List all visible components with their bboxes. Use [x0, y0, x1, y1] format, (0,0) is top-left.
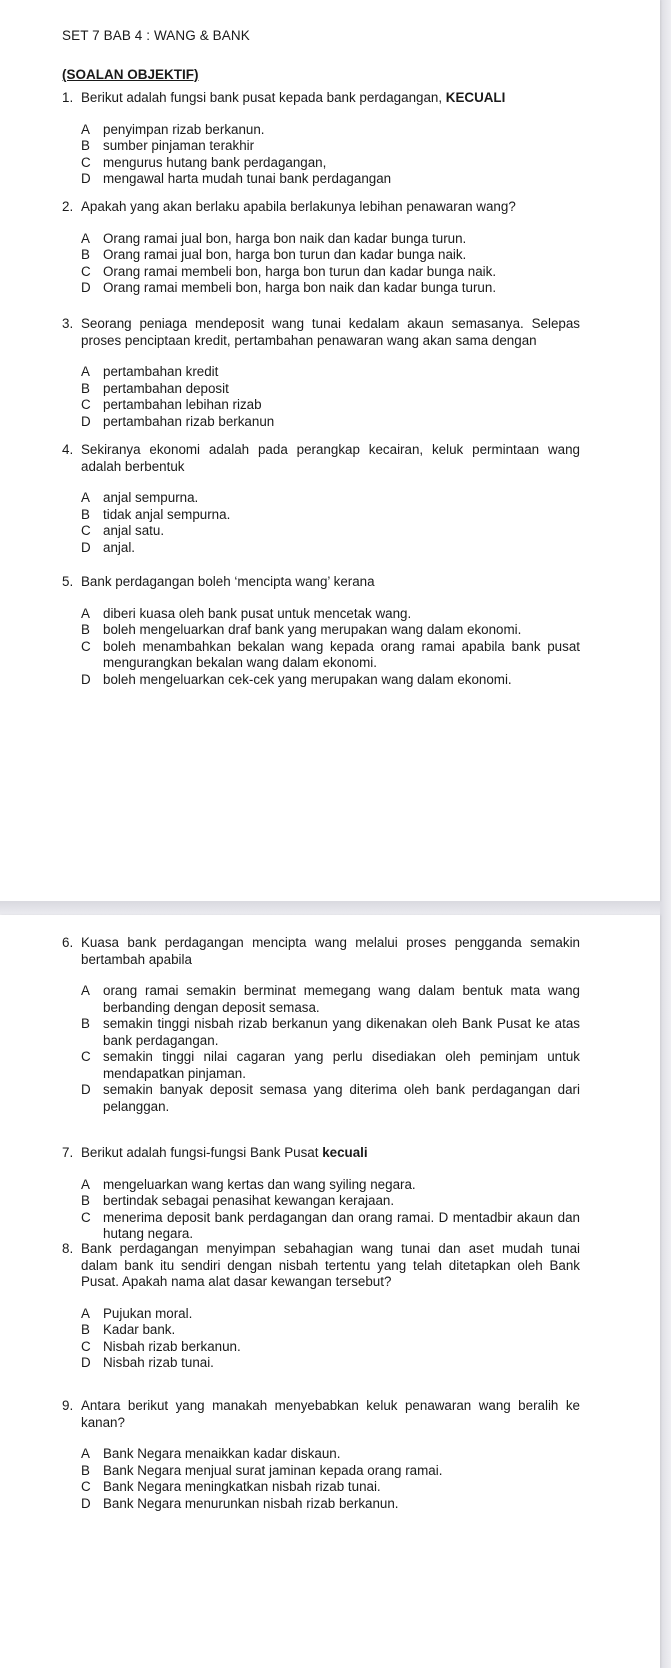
question-number: 6.: [62, 935, 74, 950]
option-d: [81, 414, 580, 431]
option-text: boleh mengeluarkan draf bank yang merupakan wang dalam ekonomi.: [103, 622, 522, 637]
question-stem: [62, 1241, 580, 1291]
option-letter: B: [81, 1322, 90, 1337]
option-list: [62, 231, 580, 297]
option-a: [81, 983, 580, 1016]
question-9: [62, 1398, 580, 1512]
question-stem: [62, 316, 580, 349]
question-text: Apakah yang akan berlaku apabila berlakunya lebihan penawaran wang?: [81, 199, 516, 214]
option-c: [81, 639, 580, 672]
question-stem: [62, 935, 580, 968]
option-list: [62, 983, 580, 1115]
question-text: Bank perdagangan menyimpan sebahagian wang tunai dan aset mudah tunai dalam bank itu sendiri dengan nisbah tertentu yang telah ditetapkan oleh Bank Pusat. Apakah nama alat dasar kewangan tersebut?: [81, 1241, 580, 1289]
option-text: anjal satu.: [103, 523, 165, 538]
question-stem: [62, 199, 580, 216]
option-text: Orang ramai membeli bon, harga bon turun dan kadar bunga naik.: [103, 263, 497, 279]
option-text: semakin tinggi nisbah rizab berkanun yang dikenakan oleh Bank Pusat ke atas bank perdagangan.: [103, 1016, 580, 1048]
option-letter: D: [81, 413, 91, 429]
option-letter: B: [81, 1016, 90, 1031]
option-a: [81, 1306, 580, 1323]
option-b: [81, 247, 580, 264]
option-text: penyimpan rizab berkanun.: [103, 121, 265, 137]
option-letter: A: [81, 1446, 90, 1461]
option-text: mengeluarkan wang kertas dan wang syiling negara.: [103, 1176, 416, 1192]
option-letter: C: [81, 523, 91, 538]
question-number: 2.: [62, 199, 74, 214]
question-2: [62, 199, 580, 297]
option-d: [81, 280, 580, 297]
option-letter: A: [81, 490, 90, 505]
question-4: [62, 442, 580, 556]
option-letter: B: [81, 1193, 90, 1208]
question-8: [62, 1241, 580, 1372]
option-text: tidak anjal sempurna.: [103, 506, 231, 522]
question-text: Sekiranya ekonomi adalah pada perangkap kecairan, keluk permintaan wang adalah berbentuk: [81, 442, 580, 474]
option-b: [81, 1193, 580, 1210]
option-c: [81, 1479, 580, 1496]
option-text: Orang ramai jual bon, harga bon turun dan kadar bunga naik.: [103, 247, 467, 262]
option-text: Orang ramai membeli bon, harga bon naik dan kadar bunga turun.: [103, 280, 497, 295]
option-text: mengurus hutang bank perdagangan,: [103, 154, 327, 170]
option-d: [81, 1496, 580, 1513]
option-d: [81, 171, 580, 188]
option-letter: A: [81, 230, 90, 246]
question-text: Seorang peniaga mendeposit wang tunai kedalam akaun semasanya. Selepas proses penciptaan kredit, pertambahan penawaran wang akan sama dengan: [81, 316, 580, 348]
question-number: 7.: [62, 1145, 74, 1160]
question-number: 8.: [62, 1241, 74, 1256]
option-letter: B: [81, 247, 90, 262]
question-stem: [62, 574, 580, 591]
option-text: orang ramai semakin berminat memegang wang dalam bentuk mata wang berbanding dengan deposit semasa.: [103, 983, 580, 1015]
option-b: [81, 138, 580, 155]
option-text: Nisbah rizab berkanun.: [103, 1338, 241, 1354]
option-d: [81, 1355, 580, 1372]
option-c: [81, 397, 580, 414]
question-number: 9.: [62, 1398, 74, 1413]
option-list: [62, 1177, 580, 1243]
option-letter: D: [81, 171, 91, 186]
option-a: [81, 364, 580, 381]
option-letter: C: [81, 397, 91, 412]
option-c: [81, 155, 580, 172]
option-text: anjal sempurna.: [103, 490, 199, 505]
option-text: mengawal harta mudah tunai bank perdagangan: [103, 171, 392, 186]
option-c: [81, 1210, 580, 1243]
question-stem: [62, 1398, 580, 1431]
option-list: [62, 1446, 580, 1512]
option-letter: A: [81, 1176, 90, 1192]
option-letter: C: [81, 263, 91, 279]
question-text: Berikut adalah fungsi bank pusat kepada bank perdagangan, KECUALI: [81, 90, 506, 105]
option-letter: A: [81, 983, 90, 998]
option-list: [62, 1306, 580, 1372]
option-letter: A: [81, 121, 90, 137]
question-number: 3.: [62, 316, 74, 331]
set-title: SET 7 BAB 4 : WANG & BANK: [62, 28, 250, 43]
question-stem: [62, 1145, 580, 1162]
question-5: [62, 574, 580, 688]
option-list: [62, 122, 580, 188]
page-separator: [0, 901, 660, 915]
option-text: bertindak sebagai penasihat kewangan kerajaan.: [103, 1193, 395, 1208]
option-letter: B: [81, 1462, 90, 1478]
option-letter: D: [81, 671, 91, 687]
option-c: [81, 1049, 580, 1082]
option-text: Bank Negara meningkatkan nisbah rizab tunai.: [103, 1479, 381, 1494]
question-number: 5.: [62, 574, 74, 589]
option-letter: D: [81, 539, 91, 555]
option-letter: C: [81, 154, 91, 170]
viewer-scroll-edge: [660, 0, 671, 1668]
option-a: [81, 606, 580, 623]
option-text: menerima deposit bank perdagangan dan orang ramai. D mentadbir akaun dan hutang negara.: [103, 1209, 580, 1241]
option-text: Orang ramai jual bon, harga bon naik dan kadar bunga turun.: [103, 230, 467, 246]
question-text: Antara berikut yang manakah menyebabkan keluk penawaran wang beralih ke kanan?: [81, 1398, 580, 1430]
option-letter: C: [81, 1479, 91, 1494]
question-number: 1.: [62, 90, 74, 105]
option-text: anjal.: [103, 539, 136, 555]
option-c: [81, 264, 580, 281]
option-a: [81, 490, 580, 507]
option-text: boleh menambahkan bekalan wang kepada orang ramai apabila bank pusat mengurangkan bekalan wang dalam ekonomi.: [103, 638, 580, 670]
question-number: 4.: [62, 442, 74, 457]
option-d: [81, 540, 580, 557]
option-text: pertambahan rizab berkanun: [103, 413, 275, 429]
question-keyword: KECUALI: [445, 90, 506, 105]
option-text: pertambahan kredit: [103, 364, 219, 379]
question-keyword: kecuali: [322, 1145, 368, 1160]
option-c: [81, 523, 580, 540]
option-letter: C: [81, 1338, 91, 1354]
question-text: Kuasa bank perdagangan mencipta wang melalui proses pengganda semakin bertambah apabila: [81, 935, 580, 967]
option-b: [81, 1016, 580, 1049]
option-list: [62, 606, 580, 689]
option-b: [81, 622, 580, 639]
option-list: [62, 490, 580, 556]
question-stem: [62, 442, 580, 475]
option-list: [62, 364, 580, 430]
option-b: [81, 507, 580, 524]
section-title: (SOALAN OBJEKTIF): [62, 67, 199, 82]
option-letter: A: [81, 605, 90, 621]
option-a: [81, 1446, 580, 1463]
option-text: boleh mengeluarkan cek-cek yang merupakan wang dalam ekonomi.: [103, 671, 512, 687]
option-text: sumber pinjaman terakhir: [103, 138, 255, 153]
option-text: pertambahan lebihan rizab: [103, 397, 262, 412]
option-letter: A: [81, 364, 90, 379]
option-letter: C: [81, 1209, 91, 1225]
option-text: semakin banyak deposit semasa yang diterima oleh bank perdagangan dari pelanggan.: [103, 1082, 580, 1114]
option-text: pertambahan deposit: [103, 380, 229, 396]
option-letter: A: [81, 1305, 90, 1321]
question-6: [62, 935, 580, 1115]
option-b: [81, 1322, 580, 1339]
option-letter: D: [81, 280, 91, 295]
option-letter: D: [81, 1495, 91, 1511]
option-letter: B: [81, 138, 90, 153]
option-b: [81, 381, 580, 398]
option-letter: B: [81, 506, 90, 522]
option-text: Bank Negara menurunkan nisbah rizab berkanun.: [103, 1495, 399, 1511]
option-letter: D: [81, 1082, 91, 1097]
question-7: [62, 1145, 580, 1243]
option-a: [81, 231, 580, 248]
option-text: Bank Negara menjual surat jaminan kepada orang ramai.: [103, 1462, 443, 1478]
option-c: [81, 1339, 580, 1356]
option-a: [81, 1177, 580, 1194]
option-letter: B: [81, 622, 90, 637]
option-b: [81, 1463, 580, 1480]
option-text: Pujukan moral.: [103, 1305, 193, 1321]
option-text: semakin tinggi nilai cagaran yang perlu disediakan oleh peminjam untuk mendapatkan pinjaman.: [103, 1049, 580, 1081]
option-text: diberi kuasa oleh bank pusat untuk mencetak wang.: [103, 605, 412, 621]
option-letter: B: [81, 380, 90, 396]
option-letter: D: [81, 1355, 91, 1370]
option-letter: C: [81, 1049, 91, 1064]
option-text: Kadar bank.: [103, 1322, 176, 1337]
option-d: [81, 672, 580, 689]
question-1: [62, 90, 580, 188]
option-text: Nisbah rizab tunai.: [103, 1355, 214, 1370]
option-letter: C: [81, 638, 91, 654]
option-d: [81, 1082, 580, 1115]
question-stem: [62, 90, 580, 107]
option-text: Bank Negara menaikkan kadar diskaun.: [103, 1446, 341, 1461]
question-text: Berikut adalah fungsi-fungsi Bank Pusat kecuali: [81, 1145, 368, 1160]
option-a: [81, 122, 580, 139]
question-text: Bank perdagangan boleh ‘mencipta wang’ kerana: [81, 574, 375, 589]
question-3: [62, 316, 580, 430]
